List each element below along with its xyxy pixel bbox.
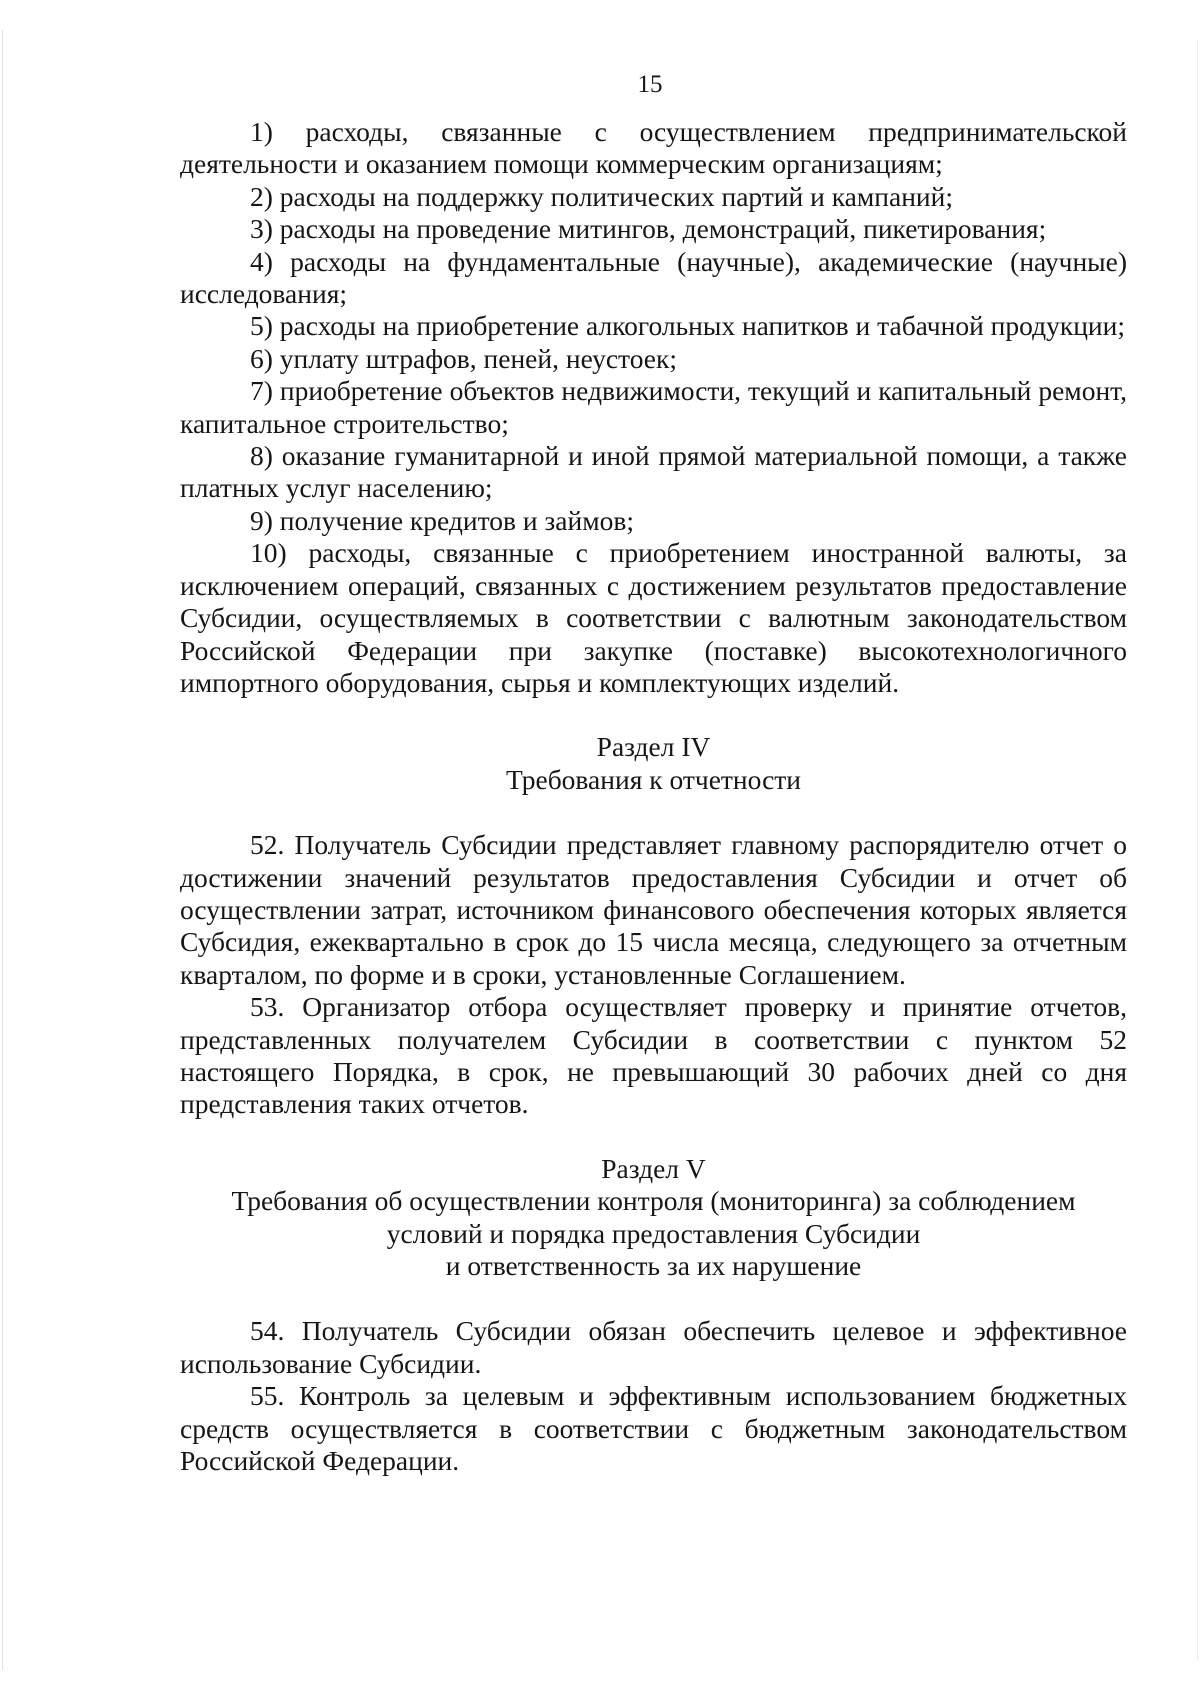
section-4-subtitle: Требования к отчетности [505,763,802,795]
list-item-9: 9) получение кредитов и займов; [250,504,634,536]
list-item-6: 6) уплату штрафов, пеней, неустоек; [250,342,677,374]
paragraph-53: 53. Организатор отбора осуществляет проверку и принятие отчетов, представленных получателем Субсидии в соответствии с пунктом 52 настоящего Порядка, в срок, не превышающий 30 рабочих дней со дня представления таких отчетов. [180,991,1127,1120]
paragraph-54: 54. Получатель Субсидии обязан обеспечить целевое и эффективное использование Субсидии. [180,1315,1127,1379]
section-5-subtitle-line-3: и ответственность за их нарушение [445,1250,862,1281]
document-body [180,116,1127,1477]
section-5-subtitle-line-1: Требования об осуществлении контроля (мониторинга) за соблюдением [231,1185,1076,1217]
list-item-3: 3) расходы на проведение митингов, демонстраций, пикетирования; [250,213,1047,245]
paragraph-52: 52. Получатель Субсидии представляет главному распорядителю отчет о достижении значений результатов предоставления Субсидии и отчет об осуществлении затрат, источником финансового обеспечения которых является Субсидия, ежеквартально в срок до 15 числа месяца, следующего за отчетным кварталом, по форме и в сроки, установленные Соглашением. [180,829,1127,990]
scan-edge-left [2,30,3,1670]
paragraph-55: 55. Контроль за целевым и эффективным использованием бюджетных средств осуществляется в соответствии с бюджетным законодательством Российской Федерации. [180,1380,1127,1477]
section-4-title: Раздел IV [596,731,711,763]
list-item-8: 8) оказание гуманитарной и иной прямой материальной помощи, а также платных услуг населению; [180,440,1127,504]
scan-edge-right [1197,40,1198,1660]
list-item-10: 10) расходы, связанные с приобретением иностранной валюты, за исключением операций, связанных с достижением результатов предоставление Субсидии, осуществляемых в соответствии с валютным законодательством Российской Федерации при закупке (поставке) высокотехнологичного импортного оборудования, сырья и комплектующих изделий. [180,537,1127,698]
list-item-1: 1) расходы, связанные с осуществлением предпринимательской деятельности и оказанием помощи коммерческим организациям; [180,116,1127,180]
section-5-title: Раздел V [601,1152,706,1184]
list-item-5: 5) расходы на приобретение алкогольных напитков и табачной продукции; [250,310,1125,342]
list-item-7: 7) приобретение объектов недвижимости, текущий и капитальный ремонт, капитальное строительство; [180,375,1127,439]
list-item-2: 2) расходы на поддержку политических партий и кампаний; [250,180,953,212]
list-item-4: 4) расходы на фундаментальные (научные), академические (научные) исследования; [180,245,1127,310]
page-number: 15 [637,71,663,98]
section-5-subtitle-line-2: условий и порядка предоставления Субсидии [386,1217,921,1249]
